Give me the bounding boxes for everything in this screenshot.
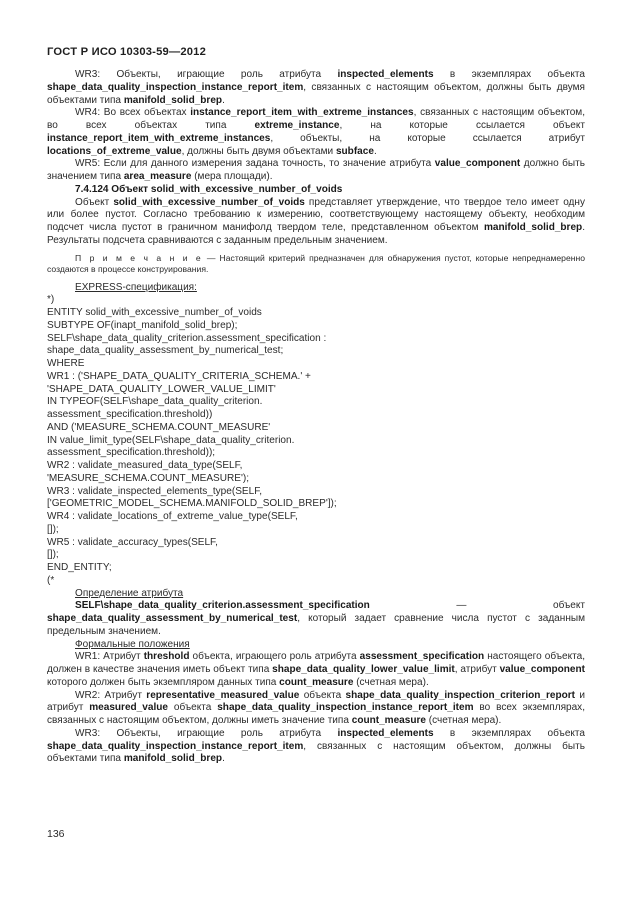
p-wr1-run: threshold [143, 651, 190, 663]
p-wr4-top-run: subface [335, 145, 374, 157]
p-wr1-run: которого должен быть экземпляром данных типа [47, 676, 280, 688]
p-wr3-top-run: , связанных с настоящим объектом, должны быть двумя объектами типа [47, 81, 585, 106]
code-line: []); [47, 523, 59, 535]
paragraph-wr1 [47, 651, 585, 689]
p-wr4-top-run: extreme_instance [254, 120, 340, 131]
p-wr3-run: inspected_elements [337, 727, 434, 739]
note-text: — Настоящий критерий предназначен для обнаружения пустот, которые непреднамеренно создаются в процессе конструирования. [47, 252, 585, 275]
code-line: WHERE [47, 358, 85, 370]
page-number: 136 [47, 828, 65, 840]
code-line: WR2 : validate_measured_data_type(SELF, [47, 460, 243, 472]
code-line: assessment_specification.threshold)) [47, 409, 213, 421]
code-line: SELF\shape_data_quality_criterion.assessment_specification : [47, 332, 327, 344]
p-wr3-top-run: shape_data_quality_inspection_instance_report_item [47, 81, 304, 93]
p-wr4-top-run: , связанных с настоящим объектом, во всех объектах типа [47, 107, 585, 131]
code-line: AND ('MEASURE_SCHEMA.COUNT_MEASURE' [47, 421, 271, 433]
p-wr1-run: (счетная мера). [353, 676, 429, 688]
p-wr3-run: . [222, 753, 225, 765]
paragraph-wr3-top [47, 69, 585, 107]
paragraph-wr2 [47, 690, 585, 728]
p-wr2-run: shape_data_quality_inspection_instance_report_item [217, 702, 474, 714]
p-wr3-top-run: WR3: Объекты, играющие роль атрибута [75, 69, 338, 80]
p-wr1-run: shape_data_quality_lower_value_limit [272, 664, 455, 676]
p-wr2-run: WR2: Атрибут [75, 689, 147, 701]
paragraph-intro [47, 197, 585, 248]
p-intro-run: manifold_solid_brep [483, 222, 583, 233]
p-wr1-run: настоящего объекта, должен в качестве значения иметь объект типа [47, 651, 586, 676]
p-wr3-top-run: . [222, 94, 225, 106]
p-wr1-run: assessment_specification [359, 651, 485, 663]
code-line: 'MEASURE_SCHEMA.COUNT_MEASURE'); [47, 472, 250, 484]
p-wr5-top-run: должно быть значением типа [47, 158, 585, 182]
p-wr3-top-run: в экземплярах объекта [433, 69, 585, 80]
p-wr5-top-run: area_measure [123, 171, 192, 182]
p-wr3-run: manifold_solid_brep [123, 753, 223, 765]
p-wr1-run: count_measure [279, 676, 354, 688]
code-line: *) [47, 294, 55, 306]
p-attr-run: SELF\shape_data_quality_criterion.assessment_specification [75, 600, 370, 612]
paragraph-wr4-top [47, 107, 585, 158]
p-wr1-run: WR1: Атрибут [75, 651, 144, 663]
code-line: WR5 : validate_accuracy_types(SELF, [47, 536, 218, 548]
code-line: WR4 : validate_locations_of_extreme_value_type(SELF, [47, 511, 298, 523]
p-wr2-run: count_measure [351, 715, 426, 727]
p-wr4-top-run: WR4: Во всех объектах [75, 107, 191, 119]
code-line: shape_data_quality_assessment_by_numerical_test; [47, 345, 284, 357]
p-wr1-run: объекта, играющего роль атрибута [189, 651, 360, 663]
note [47, 253, 585, 276]
paragraph-wr3 [47, 728, 585, 766]
p-wr3-top-run: inspected_elements [337, 69, 434, 80]
code-line: 'SHAPE_DATA_QUALITY_LOWER_VALUE_LIMIT' [47, 383, 276, 395]
code-line: WR1 : ('SHAPE_DATA_QUALITY_CRITERIA_SCHEMA.' + [47, 370, 311, 382]
p-wr2-run: во всех экземплярах, связанных с настоящим объектом, должны иметь значение типа [47, 702, 585, 727]
code-line: ENTITY solid_with_excessive_number_of_voids [47, 307, 262, 319]
p-wr5-top-run: value_component [434, 158, 521, 170]
p-wr3-run: WR3: Объекты, играющие роль атрибута [75, 727, 338, 739]
p-wr2-run: measured_value [89, 702, 168, 714]
p-intro-run: solid_with_excessive_number_of_voids [113, 196, 305, 208]
p-wr2-run: и атрибут [47, 689, 585, 714]
p-wr3-run: , связанных с настоящим объектом, должны быть объектами типа [47, 740, 585, 765]
code-line: END_ENTITY; [47, 562, 112, 574]
p-wr1-run: value_component [499, 664, 585, 676]
code-line: assessment_specification.threshold)); [47, 447, 216, 459]
code-line: []); [47, 549, 59, 561]
p-wr5-top-run: (мера площади). [191, 171, 273, 182]
p-wr3-run: в экземплярах объекта [433, 727, 585, 739]
p-wr3-top-run: manifold_solid_brep [123, 94, 223, 106]
note-label: П р и м е ч а н и е [75, 252, 203, 263]
code-line: (* [47, 574, 55, 586]
code-line: ['GEOMETRIC_MODEL_SCHEMA.MANIFOLD_SOLID_BREP']); [47, 498, 337, 510]
p-attr-run: , который задает сравнение числа пустот с заданным предельным значением. [47, 613, 585, 637]
p-wr4-top-run: instance_report_item_with_extreme_instances [47, 132, 271, 144]
page-content [47, 46, 585, 766]
code-line: IN TYPEOF(SELF\shape_data_quality_criterion. [47, 396, 263, 408]
p-wr4-top-run: . [373, 145, 377, 157]
express-heading: EXPRESS-спецификация: [75, 281, 197, 293]
section-title: 7.4.124 Объект solid_with_excessive_number_of_voids [75, 183, 343, 195]
p-wr4-top-run: , объекты, на которые ссылается атрибут [270, 132, 585, 144]
document-header: ГОСТ Р ИСО 10303-59—2012 [47, 46, 207, 58]
p-wr5-top-run: WR5: Если для данного измерения задана точность, то значение атрибута [75, 158, 435, 170]
p-intro-run: . Результаты подсчета сравниваются с заданным предельным значением. [47, 222, 585, 246]
p-attr-run: shape_data_quality_assessment_by_numerical_test [47, 613, 298, 625]
code-line: SUBTYPE OF(inapt_manifold_solid_brep); [47, 319, 238, 331]
p-wr2-run: representative_measured_value [146, 689, 300, 701]
p-wr2-run: объекта [167, 702, 218, 714]
p-wr3-run: shape_data_quality_inspection_instance_report_item [47, 740, 304, 752]
p-wr2-run: shape_data_quality_inspection_criterion_report [345, 689, 576, 701]
p-wr4-top-run: , на которые ссылается объект [339, 120, 585, 131]
p-intro-run: Объект [75, 196, 114, 208]
code-line: WR3 : validate_inspected_elements_type(SELF, [47, 485, 263, 497]
p-intro-run: представляет утверждение, что твердое тело имеет одну или более пустот. Согласно требованию к измерению, соответствующему настоящему объекту, необходим подсчет числа пустот в граничном манифолд твердом теле, представленном объектом [47, 196, 585, 233]
p-wr4-top-run: instance_report_item_with_extreme_instances [190, 107, 414, 119]
rules-heading: Формальные положения [75, 638, 190, 650]
p-wr4-top-run: , должны быть двумя объектами [181, 145, 336, 157]
p-wr4-top-run: locations_of_extreme_value [47, 145, 182, 157]
p-attr-run: — объект [369, 600, 585, 612]
attribute-heading: Определение атрибута [75, 587, 184, 599]
express-code-block [47, 294, 585, 587]
paragraph-wr5-top [47, 158, 585, 184]
paragraph-attribute [47, 600, 585, 638]
code-line: IN value_limit_type(SELF\shape_data_quality_criterion. [47, 434, 295, 446]
p-wr2-run: объекта [299, 689, 346, 701]
p-wr2-run: (счетная мера). [426, 715, 502, 727]
p-wr1-run: , атрибут [454, 664, 500, 676]
